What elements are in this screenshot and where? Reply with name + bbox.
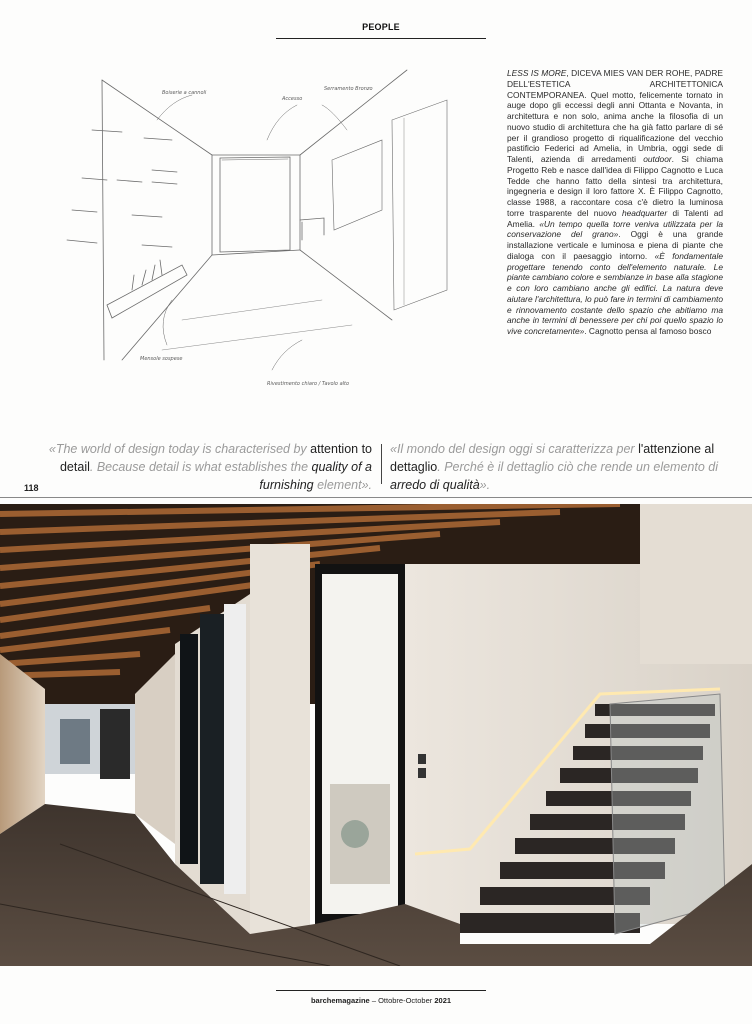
- sketch-note-4: Mensole sospese: [140, 356, 183, 362]
- sketch-note-3: Serramento Bronzo: [324, 86, 373, 92]
- sketch-note-1: Boiserie a cannoli: [162, 90, 207, 96]
- quote-en-part: «The world of design today is characterised by: [48, 442, 311, 456]
- text-run-4: . Oggi è una grande installazione verticale e luminosa e piena di piante che dialoga con il paesaggio intorno.: [507, 229, 723, 261]
- section-header: [276, 22, 486, 39]
- lead-italic: LESS IS MORE: [507, 68, 567, 78]
- text-run-2: . Si chiama Progetto Reb e nasce dall'idea di Filippo Cagnotto e Luca Tedde che hanno fatto della sintesi tra architettura, ingegneria e design il loro fattore X. È Filippo Cagnotto, classe 1988, a raccontare cosa c'è dietro la luminosa torre trasparente del nuovo: [507, 154, 723, 218]
- text-quote-1: «Un tempo quella torre veniva utilizzata per la conservazione del grano»: [507, 218, 723, 240]
- footer-rule: [276, 990, 486, 991]
- architectural-sketch: [62, 60, 474, 430]
- quote-it-highlight: arredo di qualità: [390, 478, 480, 492]
- quote-it-highlight: l'attenzione al dettaglio: [390, 442, 715, 474]
- text-quote-2: «È fondamentale progettare tenendo conto dell'elemento naturale. Le piante cambiano colore e sembianze in base alla stagione e con loro cambiano anche gli edifici. La natura deve aiutare l'architettura, lo può fare in termini di cambiamento e rinnovamento costante dello spazio che abitiamo ma anche in termini di benessere per chi poi quello spazio lo vive concretamente»: [507, 250, 723, 336]
- quote-divider: [381, 444, 382, 484]
- quote-it-part: . Perché è il dettaglio ciò che rende un elemento di: [437, 460, 718, 474]
- article-body: [507, 68, 723, 337]
- text-run-3: di Talenti ad Amelia.: [507, 207, 724, 229]
- lead-rest: , DICEVA MIES VAN DER ROHE, PADRE DELL'ESTETICA ARCHITETTONICA CONTEMPORANEA.: [507, 68, 723, 100]
- footer-issue: – Ottobre-October: [369, 996, 435, 1005]
- pull-quote-english: [40, 440, 372, 494]
- quote-en-part: . Because detail is what establishes the: [89, 460, 312, 474]
- footer-year: 2021: [434, 996, 452, 1005]
- section-label: PEOPLE: [362, 22, 400, 32]
- footer-magazine: barchemagazine: [310, 996, 370, 1005]
- quote-en-highlight: quality of a furnishing: [259, 460, 372, 492]
- header-rule: [276, 38, 486, 39]
- quote-it-part: «Il mondo del design oggi si caratterizza per: [390, 442, 639, 456]
- article-paragraph: [507, 68, 723, 337]
- text-run-1: Quel motto, felicemente tornato in auge dopo gli eccessi degli anni Ottanta e Novanta, in architettura e non solo, anima anche la filosofia di un nuovo studio di architettura che ha già fatto parlare di sé per il grandioso progetto di riqualificazione del vecchio pastificio Federici ad Amelia, in Umbria, oggi sede di Talenti, azienda di arredamenti: [507, 89, 723, 164]
- text-italic-outdoor: outdoor: [643, 154, 672, 164]
- photo-svg: [0, 504, 752, 966]
- sketch-note-2: Accesso: [282, 96, 303, 102]
- pull-quote-italian: [390, 440, 720, 494]
- quote-en-highlight: attention to detail: [59, 442, 372, 474]
- text-italic-headquarter: headquarter: [621, 207, 668, 218]
- interior-photo: [0, 504, 752, 966]
- sketch-note-5: Rivestimento chiaro / Tavolo alto: [267, 381, 350, 387]
- page-number: 118: [24, 483, 39, 493]
- quote-it-part: ».: [479, 478, 491, 492]
- footer: [276, 996, 486, 1005]
- quote-en-part: element».: [313, 478, 372, 492]
- sketch-svg: [62, 60, 474, 430]
- page-number-rule: [0, 497, 752, 498]
- text-run-5: . Cagnotto pensa al famoso bosco: [584, 326, 712, 336]
